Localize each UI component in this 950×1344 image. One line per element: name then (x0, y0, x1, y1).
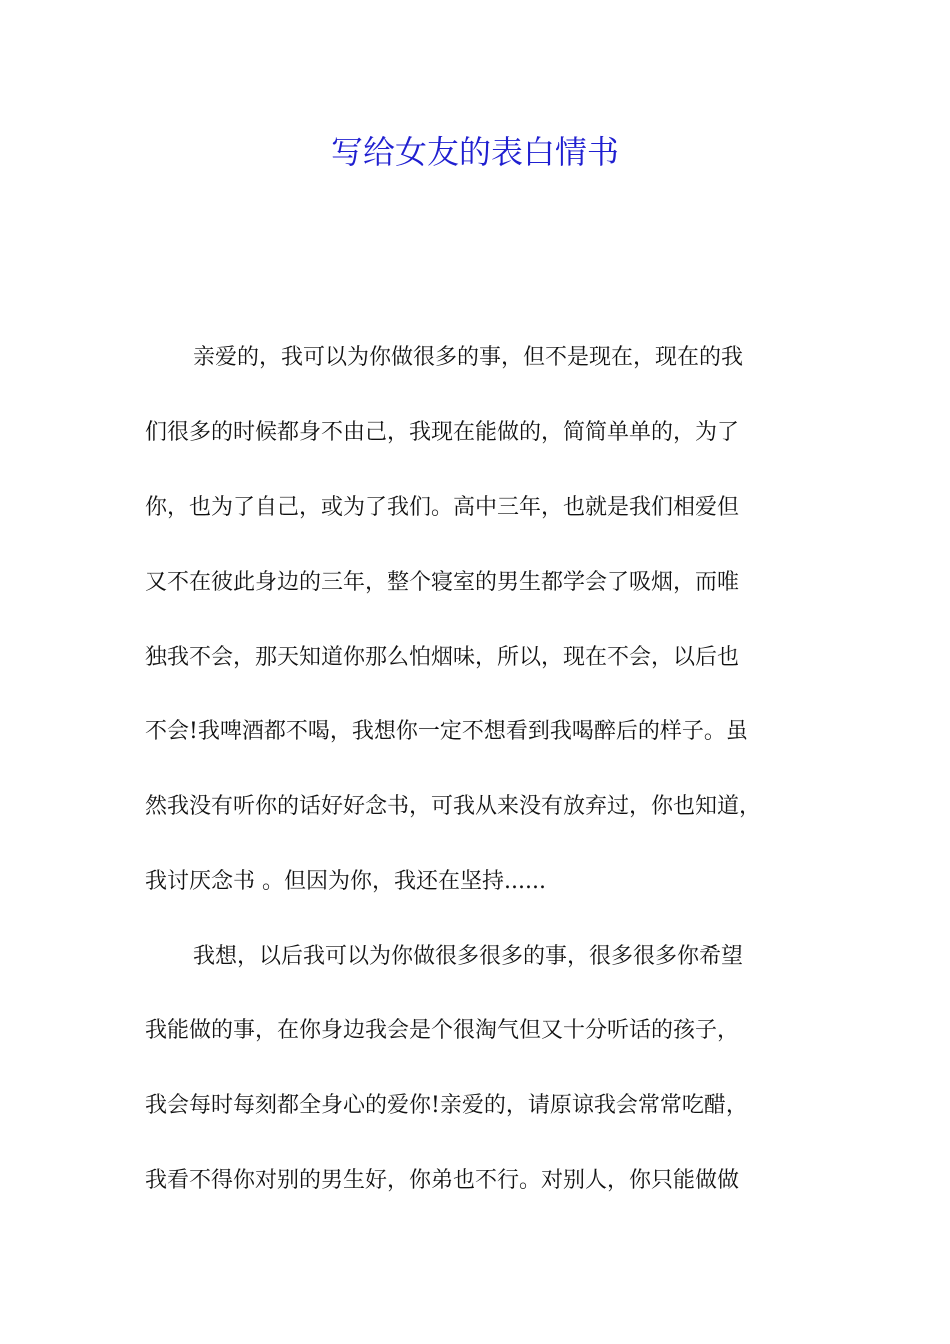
document-title: 写给女友的表白情书 (330, 133, 619, 171)
paragraph-line: 们很多的时候都身不由己，我现在能做的，简简单单的，为了 (145, 420, 740, 445)
paragraph-line: 不会!我啤酒都不喝，我想你一定不想看到我喝醉后的样子。虽 (145, 719, 748, 744)
paragraph-line: 我会每时每刻都全身心的爱你!亲爱的，请原谅我会常常吃醋， (145, 1093, 748, 1118)
paragraph-line: 独我不会，那天知道你那么怕烟味，所以，现在不会，以后也 (145, 645, 740, 670)
paragraph-line: 亲爱的，我可以为你做很多的事，但不是现在，现在的我 (193, 345, 744, 370)
paragraph-line: 我讨厌念书 。但因为你，我还在坚持...... (145, 869, 546, 894)
paragraph-line: 我想，以后我可以为你做很多很多的事，很多很多你希望 (193, 944, 744, 969)
paragraph-line: 又不在彼此身边的三年，整个寝室的男生都学会了吸烟，而唯 (145, 570, 740, 595)
paragraph-line: 我能做的事，在你身边我会是个很淘气但又十分听话的孩子， (145, 1018, 740, 1043)
paragraph-line: 你，也为了自己，或为了我们。高中三年，也就是我们相爱但 (145, 495, 740, 520)
paragraph-line: 我看不得你对别的男生好，你弟也不行。对别人，你只能做做 (145, 1168, 740, 1193)
paragraph-line: 然我没有听你的话好好念书，可我从来没有放弃过，你也知道， (145, 794, 762, 819)
